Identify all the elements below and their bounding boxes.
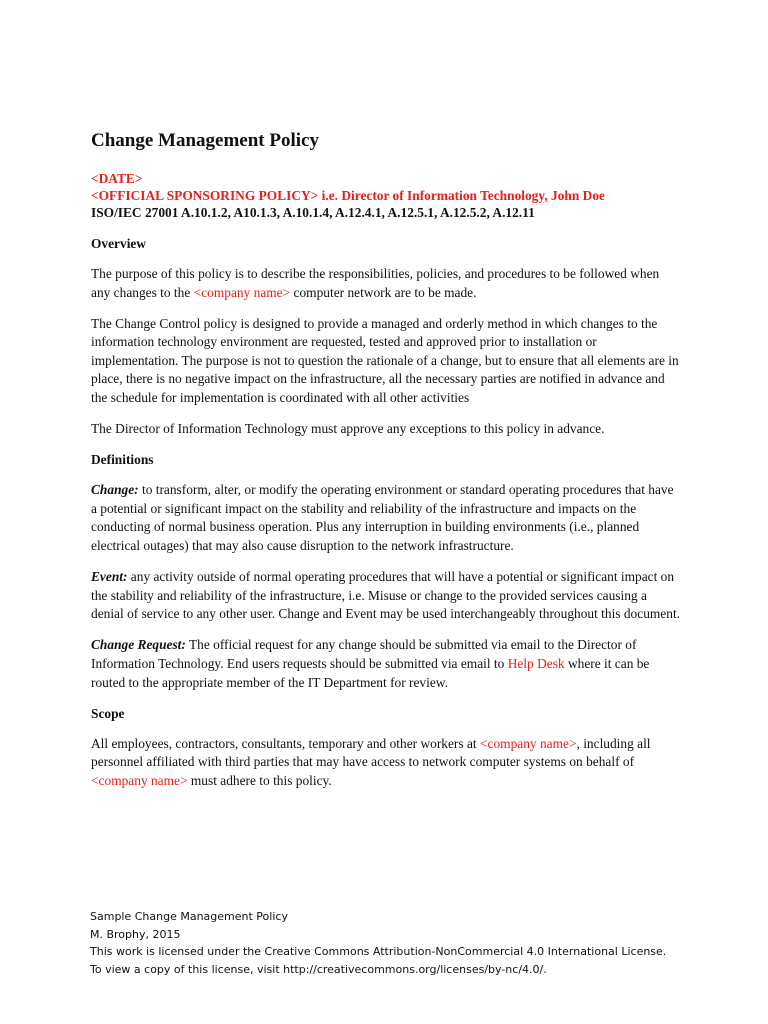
overview-paragraph-2: The Change Control policy is designed to provide a managed and orderly method in which changes to the information technology environment are requested, tested and approved prior to installation or implementation. The purpose is not to question the rationale of a change, but to ensure that all elements are in place, there is no negative impact on the infrastructure, all the necessary parties are notified in advance and the schedule for implementation is coordinated with all other activities xyxy=(91,315,679,406)
definition-change xyxy=(91,481,681,555)
definition-term: Change Request: xyxy=(91,637,186,653)
definition-change-request xyxy=(91,636,681,692)
document-meta xyxy=(91,170,691,221)
overview-paragraph-3: The Director of Information Technology must approve any exceptions to this policy in advance. xyxy=(91,421,605,437)
overview-heading: Overview xyxy=(91,236,147,251)
definition-text: The official request for any change should be submitted via email to the Director of Information Technology. End users requests should be submitted via email to xyxy=(91,637,637,671)
scope-text: , including all personnel affiliated with third parties that may have access to network computer systems on behalf of xyxy=(91,735,651,770)
footer-license: This work is licensed under the Creative Commons Attribution-NonCommercial 4.0 International License. xyxy=(90,945,667,958)
footer-author: M. Brophy, 2015 xyxy=(90,927,181,941)
scope-text: All employees, contractors, consultants, temporary and other workers at xyxy=(91,735,480,751)
company-name-placeholder: <company name> xyxy=(479,735,577,751)
iso-reference: ISO/IEC 27001 A.10.1.2, A10.1.3, A.10.1.4, A.12.4.1, A.12.5.1, A.12.5.2, A.12.11 xyxy=(91,205,535,220)
document-body xyxy=(91,130,691,803)
date-placeholder: <DATE> xyxy=(91,171,143,186)
definitions-heading: Definitions xyxy=(91,452,154,468)
scope-paragraph xyxy=(91,735,681,791)
definition-text: any activity outside of normal operating procedures that will have a potential or significant impact on the stability and reliability of the infrastructure, i.e. Misuse or change to the provided services causing a denial of service to any other user. Change and Event may be used interchangeably throughout this document. xyxy=(91,569,681,622)
sponsor-detail: i.e. Director of Information Technology, John Doe xyxy=(318,188,605,203)
definition-text: where it can be routed to the appropriate member of the IT Department for review. xyxy=(91,656,650,690)
sponsor-line xyxy=(91,187,691,204)
help-desk-placeholder: Help Desk xyxy=(507,656,565,671)
scope-heading: Scope xyxy=(91,705,125,721)
footer-license-link: To view a copy of this license, visit http://creativecommons.org/licenses/by-nc/4.0/. xyxy=(90,962,547,976)
overview-text: computer network are to be made. xyxy=(290,284,477,300)
sponsor-placeholder: <OFFICIAL SPONSORING POLICY> xyxy=(91,188,319,203)
license-footer xyxy=(90,908,710,978)
definition-term: Event: xyxy=(91,569,128,585)
definition-text: to transform, alter, or modify the operating environment or standard operating procedures that have a potential or significant impact on the stability and reliability of the infrastructure and impacts on the conducting of normal business operation. Plus any interruption in building environments (i.e., planned electrical outages) that may also cause disruption to the network infrastructure. xyxy=(91,482,674,554)
company-name-placeholder: <company name> xyxy=(193,284,291,300)
scope-text: must adhere to this policy. xyxy=(187,772,332,788)
definition-term: Change: xyxy=(91,482,139,498)
document-title: Change Management Policy xyxy=(91,130,319,151)
overview-paragraph-1 xyxy=(91,265,681,302)
company-name-placeholder: <company name> xyxy=(91,772,188,788)
overview-text: The purpose of this policy is to describe the responsibilities, policies, and procedures to be followed when any changes to the xyxy=(91,266,660,300)
definition-event xyxy=(91,568,681,624)
footer-title: Sample Change Management Policy xyxy=(90,910,288,923)
